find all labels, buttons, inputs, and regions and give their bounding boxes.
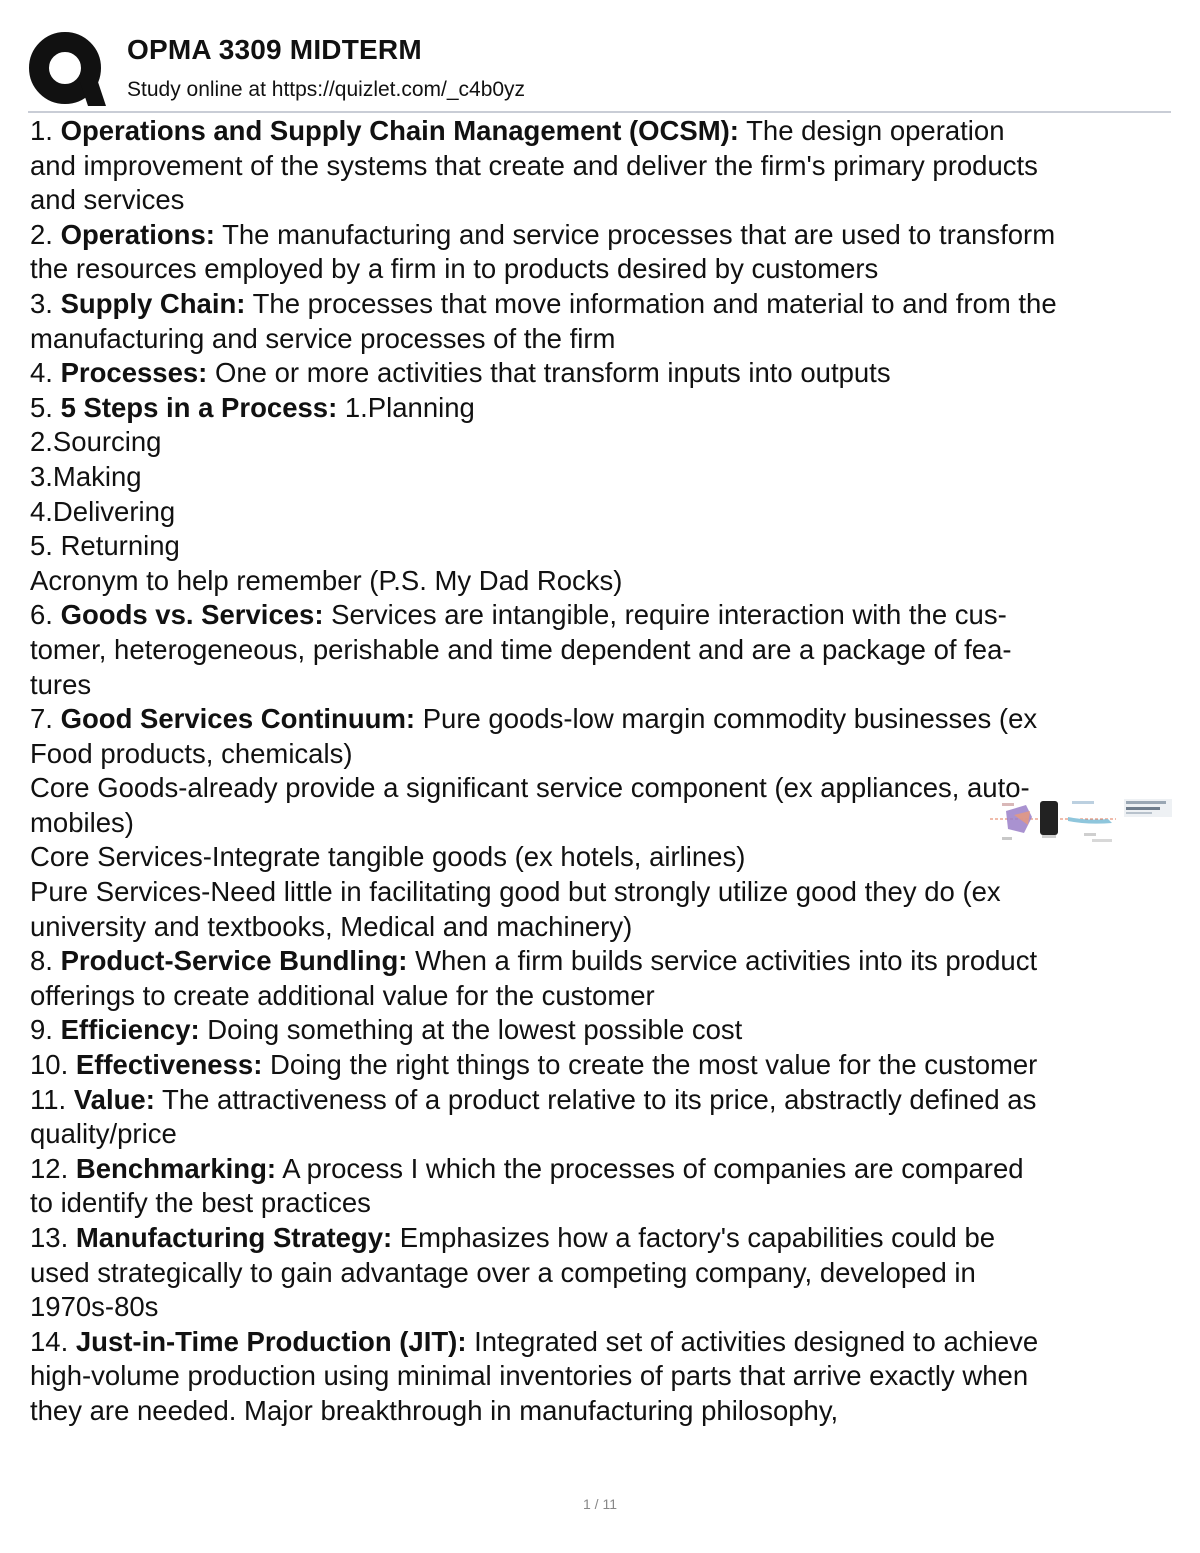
definition-line: and services xyxy=(30,184,185,216)
term-entry xyxy=(30,1013,1172,1048)
entry-number: 13. xyxy=(30,1222,69,1253)
definition-text: The attractiveness of a product relative to its price, abstractly defined as xyxy=(162,1083,1037,1115)
entry-number: 9. xyxy=(30,1014,53,1046)
definition-text: The design operation xyxy=(746,115,1005,146)
definition-line: mobiles) xyxy=(30,806,134,838)
quizlet-q-logo-icon xyxy=(28,32,108,108)
entry-number: 6. xyxy=(30,599,53,631)
definition-line: used strategically to gain advantage over a competing company, developed in xyxy=(30,1256,976,1288)
definition-line: quality/price xyxy=(30,1118,177,1150)
term-label: Product-Service Bundling: xyxy=(60,945,408,977)
definition-line: 4.Delivering xyxy=(30,495,176,527)
definition-text: Doing the right things to create the most value for the customer xyxy=(270,1049,1038,1081)
definition-line: tures xyxy=(30,668,92,700)
term-label: Value: xyxy=(73,1083,155,1115)
definition-line: the resources employed by a firm in to products desired by customers xyxy=(30,253,879,285)
term-entry xyxy=(30,1325,1172,1360)
entry-number: 4. xyxy=(30,357,53,389)
definition-text: Services are intangible, require interaction with the cus- xyxy=(331,599,1007,631)
term-label: Operations: xyxy=(60,218,215,250)
study-link[interactable]: Study online at https://quizlet.com/_c4b0yz xyxy=(127,78,526,101)
definition-line: and improvement of the systems that create and deliver the firm's primary products xyxy=(30,149,1038,181)
definition-line: they are needed. Major breakthrough in manufacturing philosophy, xyxy=(30,1394,839,1426)
flashcard-list xyxy=(30,114,1172,1429)
entry-number: 7. xyxy=(30,703,53,735)
entry-number: 5. xyxy=(30,391,53,423)
term-label: Benchmarking: xyxy=(75,1152,277,1184)
definition-line: university and textbooks, Medical and machinery) xyxy=(30,910,633,942)
term-entry xyxy=(30,1152,1172,1187)
definition-line: to identify the best practices xyxy=(30,1187,371,1219)
definition-text: Doing something at the lowest possible cost xyxy=(207,1014,743,1046)
definition-text: When a firm builds service activities into its product xyxy=(415,945,1038,977)
document-header xyxy=(28,28,1178,110)
definition-line: high-volume production using minimal inventories of parts that arrive exactly when xyxy=(30,1360,1029,1392)
definition-text: 1.Planning xyxy=(344,391,475,423)
term-label: Efficiency: xyxy=(60,1014,200,1046)
definition-line: tomer, heterogeneous, perishable and time dependent and are a package of fea- xyxy=(30,633,1012,665)
definition-text: One or more activities that transform inputs into outputs xyxy=(214,357,891,389)
definition-line: offerings to create additional value for the customer xyxy=(30,979,655,1011)
definition-line: manufacturing and service processes of the firm xyxy=(30,322,616,354)
term-entry xyxy=(30,1083,1172,1118)
definition-text: The processes that move information and material to and from the xyxy=(252,287,1057,319)
entry-number: 2. xyxy=(30,218,53,250)
term-label: 5 Steps in a Process: xyxy=(60,391,338,423)
term-label: Goods vs. Services: xyxy=(60,599,324,631)
term-entry xyxy=(30,1048,1172,1083)
definition-text: The manufacturing and service processes that are used to transform xyxy=(222,218,1056,250)
definition-text: Integrated set of activities designed to achieve xyxy=(474,1325,1039,1357)
term-label: Operations and Supply Chain Management (OCSM): xyxy=(60,115,739,146)
term-entry xyxy=(30,702,1172,737)
term-label: Processes: xyxy=(60,357,208,389)
entry-number: 14. xyxy=(30,1325,69,1357)
entry-number: 10. xyxy=(30,1049,69,1081)
term-entry xyxy=(30,356,1172,391)
term-entry xyxy=(30,287,1172,322)
definition-line: Acronym to help remember (P.S. My Dad Rocks) xyxy=(30,564,623,596)
term-label: Supply Chain: xyxy=(60,287,246,319)
term-entry xyxy=(30,391,1172,426)
term-entry xyxy=(30,114,1172,149)
entry-number: 12. xyxy=(30,1152,69,1184)
definition-line: 2.Sourcing xyxy=(30,426,162,458)
entry-number: 8. xyxy=(30,945,53,977)
definition-text: A process I which the processes of companies are compared xyxy=(282,1152,1024,1184)
definition-line: 1970s-80s xyxy=(30,1291,159,1323)
definition-line: Pure Services-Need little in facilitating good but strongly utilize good they do (ex xyxy=(30,876,1001,908)
term-entry xyxy=(30,218,1172,253)
page-indicator: 1 / 11 xyxy=(583,1496,617,1512)
term-label: Manufacturing Strategy: xyxy=(75,1222,393,1253)
entry-number: 1. xyxy=(30,115,53,146)
term-entry xyxy=(30,598,1172,633)
header-divider xyxy=(28,111,1171,113)
definition-line: 5. Returning xyxy=(30,530,180,562)
definition-line: Core Services-Integrate tangible goods (ex hotels, airlines) xyxy=(30,841,746,873)
term-label: Good Services Continuum: xyxy=(60,703,416,735)
definition-line: Food products, chemicals) xyxy=(30,737,353,769)
entry-number: 3. xyxy=(30,287,53,319)
document-title: OPMA 3309 MIDTERM xyxy=(127,34,422,65)
definition-text: Emphasizes how a factory's capabilities could be xyxy=(399,1222,996,1253)
term-entry xyxy=(30,1221,1172,1256)
definition-line: Core Goods-already provide a significant service component (ex appliances, auto- xyxy=(30,772,1030,804)
entry-number: 11. xyxy=(30,1083,67,1115)
term-entry xyxy=(30,944,1172,979)
term-label: Effectiveness: xyxy=(75,1049,263,1081)
goods-services-continuum-thumbnail xyxy=(988,795,1174,847)
definition-text: Pure goods-low margin commodity businesses (ex xyxy=(422,703,1038,735)
term-label: Just-in-Time Production (JIT): xyxy=(75,1325,467,1357)
definition-line: 3.Making xyxy=(30,460,142,492)
